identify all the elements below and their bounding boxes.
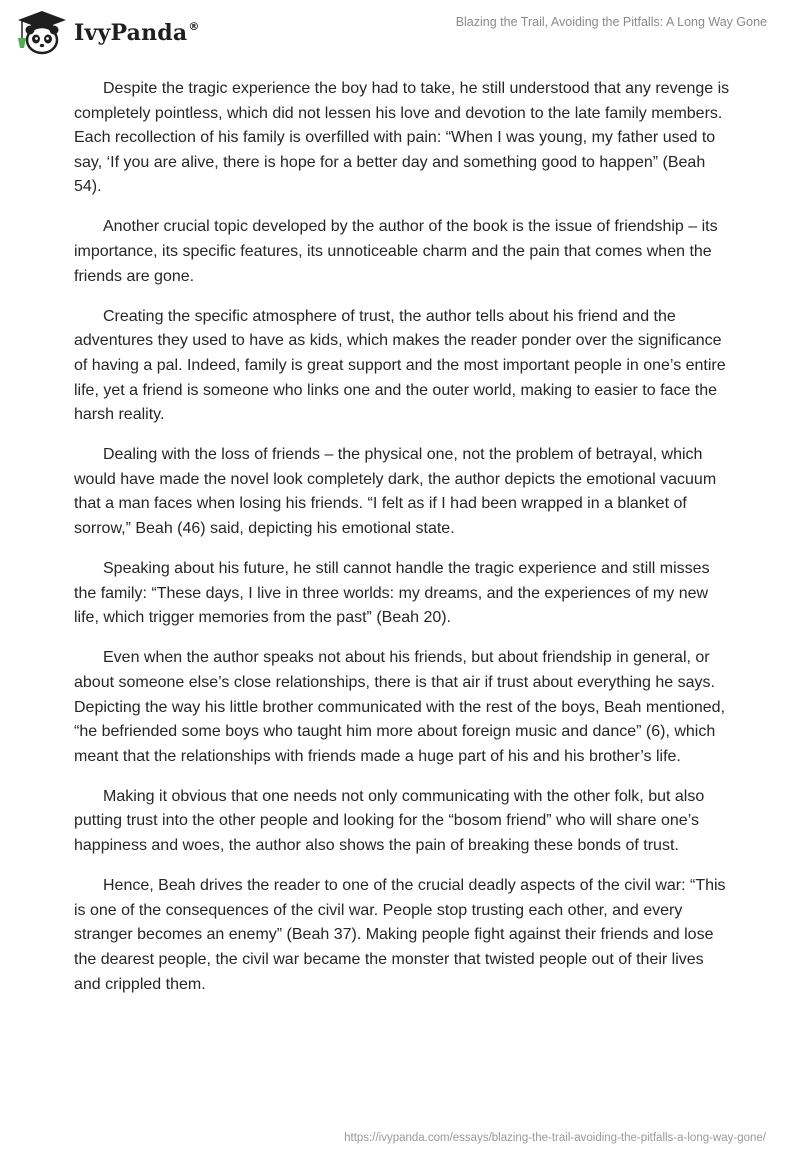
panda-graduation-cap-icon bbox=[14, 8, 70, 56]
paragraph: Speaking about his future, he still cannot handle the tragic experience and still misses the family: “These days, I live in three worlds: my dreams, and the experiences of my new life, which trigger memories from the past” (Beah 20). bbox=[74, 560, 710, 627]
paragraph: Even when the author speaks not about his friends, but about friendship in general, or about someone else’s close relationships, there is that air if trust about everything he says. Depicting the way his little brother communicated with the rest of the boys, Beah mentioned, “he befriended some boys who taught him more about foreign music and dance” (6), which meant that the relationships with friends made a huge part of his and his brother’s life. bbox=[74, 649, 726, 765]
paragraph: Despite the tragic experience the boy had to take, he still understood that any revenge is completely pointless, which did not lessen his love and devotion to the late family members. Each recollection of his family is overfilled with pain: “When I was young, my father used to say, ‘If you are alive, there is hope for a better day and something good to happen” (Beah 54). bbox=[74, 80, 730, 196]
paragraph: Dealing with the loss of friends – the physical one, not the problem of betrayal, which would have made the novel look completely dark, the author depicts the emotional vacuum that a man faces when losing his friends. “I felt as if I had been wrapped in a blanket of sorrow,” Beah (46) said, depicting his emotional state. bbox=[74, 446, 717, 537]
paragraph: Hence, Beah drives the reader to one of the crucial deadly aspects of the civil war: “This is one of the consequences of the civil war. People stop trusting each other, and every stranger becomes an enemy” (Beah 37). Making people fight against their friends and lose the dearest people, the civil war became the monster that twisted people out of their lives and crippled them. bbox=[74, 877, 726, 993]
essay-body bbox=[74, 77, 732, 1013]
paragraph: Creating the specific atmosphere of trust, the author tells about his friend and the adventures they used to have as kids, which makes the reader ponder over the significance of having a pal. Indeed, family is great support and the most important people in one’s entire life, yet a friend is someone who links one and the outer world, making to easier to face the harsh reality. bbox=[74, 307, 726, 424]
page-header bbox=[0, 0, 800, 64]
brand-name: IvyPanda® bbox=[74, 19, 200, 46]
running-title: Blazing the Trail, Avoiding the Pitfalls: A Long Way Gone bbox=[455, 15, 767, 29]
paragraph: Making it obvious that one needs not only communicating with the other folk, but also putting trust into the other people and looking for the “bosom friend” who will share one’s happiness and woes, the author also shows the pain of breaking these bonds of trust. bbox=[74, 787, 705, 855]
paragraph: Another crucial topic developed by the author of the book is the issue of friendship – its importance, its specific features, its unnoticeable charm and the pain that comes when the friends are gone. bbox=[74, 218, 718, 285]
source-url-link[interactable]: https://ivypanda.com/essays/blazing-the-trail-avoiding-the-pitfalls-a-long-way-gone/ bbox=[344, 1132, 766, 1144]
registered-mark: ® bbox=[188, 19, 200, 33]
brand-logo[interactable] bbox=[14, 8, 200, 56]
